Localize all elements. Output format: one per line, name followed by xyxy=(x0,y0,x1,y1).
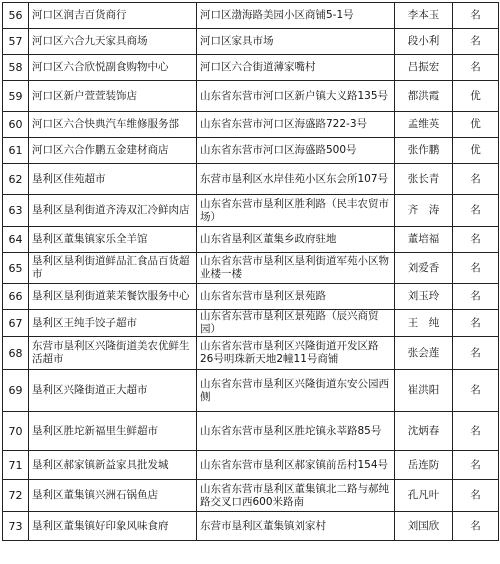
merchant-address: 山东省东营市垦利区垦利街道军苑小区物业楼一楼 xyxy=(197,253,395,284)
grade-mark: 优 xyxy=(453,112,499,138)
merchant-name: 垦利区垦利街道莱茉餐饮服务中心 xyxy=(29,284,197,310)
row-number: 71 xyxy=(3,451,29,480)
row-number: 73 xyxy=(3,512,29,541)
grade-mark: 名 xyxy=(453,512,499,541)
contact-person: 崔洪阳 xyxy=(395,370,453,412)
contact-person: 沈炳春 xyxy=(395,412,453,451)
row-number: 66 xyxy=(3,284,29,310)
contact-person: 岳连防 xyxy=(395,451,453,480)
contact-person: 都洪霞 xyxy=(395,81,453,112)
merchant-name: 垦利区垦利街道齐涛双汇冷鲜肉店 xyxy=(29,195,197,227)
merchant-name: 垦利区王纯手饺子超市 xyxy=(29,310,197,337)
grade-mark: 名 xyxy=(453,451,499,480)
table-row xyxy=(3,370,499,412)
merchant-address: 山东省东营市垦利区郝家镇前岳村154号 xyxy=(197,451,395,480)
contact-person: 张长青 xyxy=(395,164,453,195)
table-row xyxy=(3,227,499,253)
row-number: 63 xyxy=(3,195,29,227)
merchant-table xyxy=(2,2,499,541)
merchant-name: 河口区六合欣悦副食购物中心 xyxy=(29,55,197,81)
contact-person: 李本玉 xyxy=(395,3,453,29)
grade-mark: 名 xyxy=(453,29,499,55)
contact-person: 王 纯 xyxy=(395,310,453,337)
grade-mark: 名 xyxy=(453,337,499,370)
merchant-address: 山东省东营市河口区海盛路722-3号 xyxy=(197,112,395,138)
row-number: 61 xyxy=(3,138,29,164)
merchant-name: 垦利区胜坨新福里生鲜超市 xyxy=(29,412,197,451)
merchant-address: 山东省东营市河口区新户镇大义路135号 xyxy=(197,81,395,112)
merchant-address: 山东省垦利区董集乡政府驻地 xyxy=(197,227,395,253)
contact-person: 张作鹏 xyxy=(395,138,453,164)
merchant-address: 河口区六合街道薄家嘴村 xyxy=(197,55,395,81)
contact-person: 张会莲 xyxy=(395,337,453,370)
table-row xyxy=(3,195,499,227)
grade-mark: 名 xyxy=(453,3,499,29)
merchant-address: 东营市垦利区水岸佳苑小区东会所107号 xyxy=(197,164,395,195)
row-number: 59 xyxy=(3,81,29,112)
table-row xyxy=(3,412,499,451)
grade-mark: 名 xyxy=(453,195,499,227)
contact-person: 吕振宏 xyxy=(395,55,453,81)
merchant-name: 垦利区董集镇兴洲石锅鱼店 xyxy=(29,480,197,512)
grade-mark: 名 xyxy=(453,310,499,337)
row-number: 72 xyxy=(3,480,29,512)
merchant-name: 河口区新户萱萱装饰店 xyxy=(29,81,197,112)
merchant-name: 垦利区郝家镇新益家具批发城 xyxy=(29,451,197,480)
contact-person: 齐 涛 xyxy=(395,195,453,227)
row-number: 57 xyxy=(3,29,29,55)
grade-mark: 名 xyxy=(453,55,499,81)
grade-mark: 名 xyxy=(453,370,499,412)
table-row xyxy=(3,310,499,337)
table-row xyxy=(3,253,499,284)
row-number: 62 xyxy=(3,164,29,195)
merchant-address: 河口区家具市场 xyxy=(197,29,395,55)
table-row xyxy=(3,337,499,370)
grade-mark: 优 xyxy=(453,138,499,164)
table-row xyxy=(3,138,499,164)
table-row xyxy=(3,284,499,310)
merchant-name: 河口区六合九天家具商场 xyxy=(29,29,197,55)
grade-mark: 名 xyxy=(453,164,499,195)
merchant-name: 河口区六合快典汽车维修服务部 xyxy=(29,112,197,138)
row-number: 65 xyxy=(3,253,29,284)
merchant-name: 东营市垦利区兴隆街道美农优鲜生活超市 xyxy=(29,337,197,370)
table-row xyxy=(3,164,499,195)
merchant-address: 河口区渤海路美园小区商铺5-1号 xyxy=(197,3,395,29)
merchant-name: 河口区润吉百货商行 xyxy=(29,3,197,29)
table-row xyxy=(3,512,499,541)
row-number: 60 xyxy=(3,112,29,138)
merchant-address: 山东省东营市垦利区景苑路 xyxy=(197,284,395,310)
merchant-name: 河口区六合作鹏五金建材商店 xyxy=(29,138,197,164)
contact-person: 董培福 xyxy=(395,227,453,253)
contact-person: 孟维英 xyxy=(395,112,453,138)
merchant-address: 山东省东营市垦利区景苑路（辰兴商贸园） xyxy=(197,310,395,337)
grade-mark: 名 xyxy=(453,480,499,512)
grade-mark: 优 xyxy=(453,81,499,112)
grade-mark: 名 xyxy=(453,253,499,284)
grade-mark: 名 xyxy=(453,412,499,451)
grade-mark: 名 xyxy=(453,227,499,253)
merchant-address: 山东省东营市垦利区胜坨镇永莘路85号 xyxy=(197,412,395,451)
row-number: 69 xyxy=(3,370,29,412)
row-number: 58 xyxy=(3,55,29,81)
row-number: 56 xyxy=(3,3,29,29)
merchant-name: 垦利区佳苑超市 xyxy=(29,164,197,195)
merchant-address: 东营市垦利区董集镇刘家村 xyxy=(197,512,395,541)
table-row xyxy=(3,112,499,138)
contact-person: 孔凡叶 xyxy=(395,480,453,512)
merchant-address: 山东省东营市垦利区胜利路（民丰农贸市场） xyxy=(197,195,395,227)
table-row xyxy=(3,3,499,29)
merchant-address: 山东省东营市河口区海盛路500号 xyxy=(197,138,395,164)
row-number: 64 xyxy=(3,227,29,253)
contact-person: 刘玉玲 xyxy=(395,284,453,310)
merchant-name: 垦利区董集镇好印象风味食府 xyxy=(29,512,197,541)
table-row xyxy=(3,81,499,112)
table-row xyxy=(3,480,499,512)
merchant-name: 垦利区兴隆街道正大超市 xyxy=(29,370,197,412)
grade-mark: 名 xyxy=(453,284,499,310)
merchant-address: 山东省东营市垦利区兴隆街道开发区路26号明珠新天地2幢11号商铺 xyxy=(197,337,395,370)
table-row xyxy=(3,29,499,55)
contact-person: 刘爱香 xyxy=(395,253,453,284)
table-row xyxy=(3,451,499,480)
merchant-name: 垦利区垦利街道鲜品汇食品百货超市 xyxy=(29,253,197,284)
row-number: 67 xyxy=(3,310,29,337)
table-row xyxy=(3,55,499,81)
row-number: 68 xyxy=(3,337,29,370)
contact-person: 段小利 xyxy=(395,29,453,55)
merchant-name: 垦利区董集镇家乐全羊馆 xyxy=(29,227,197,253)
merchant-address: 山东省东营市垦利区董集镇北二路与郝纯路交叉口西600米路南 xyxy=(197,480,395,512)
table-body xyxy=(3,3,499,541)
row-number: 70 xyxy=(3,412,29,451)
contact-person: 刘国欣 xyxy=(395,512,453,541)
merchant-address: 山东省东营市垦利区兴隆街道东安公园西侧 xyxy=(197,370,395,412)
